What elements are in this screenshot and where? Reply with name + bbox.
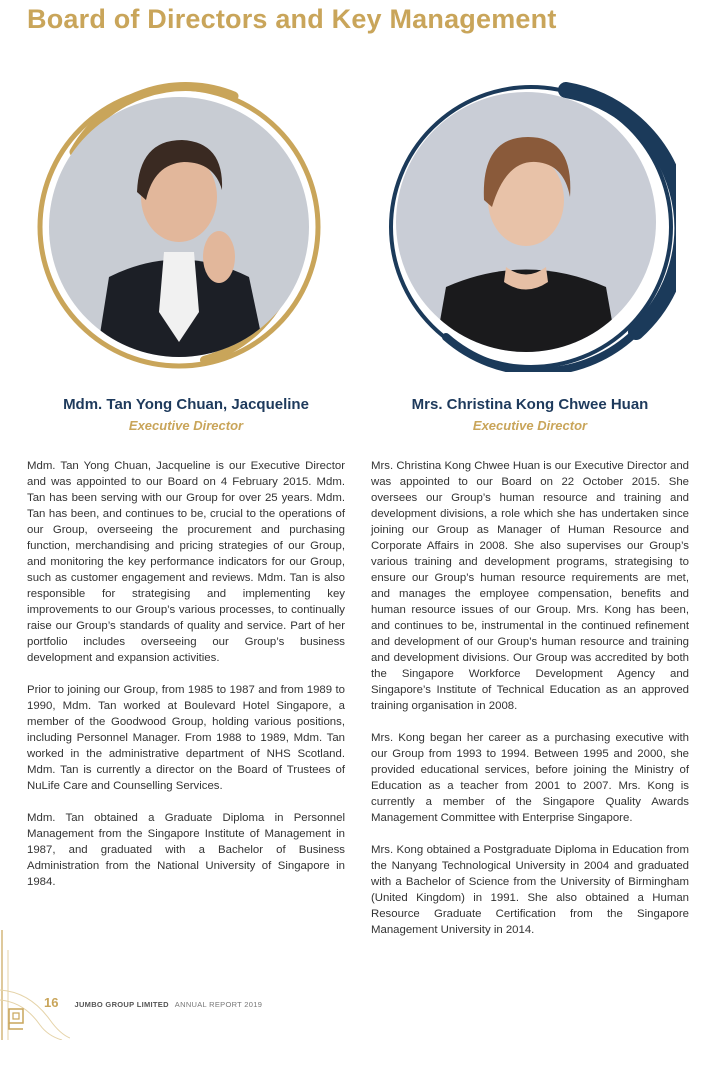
portrait-tan-yong-chuan — [34, 82, 324, 372]
page-title: Board of Directors and Key Management — [27, 4, 557, 34]
page-number: 16 — [44, 995, 59, 1010]
profile-name: Mrs. Christina Kong Chwee Huan — [411, 396, 649, 413]
profile-role: Executive Director — [128, 418, 244, 433]
corner-ornament-icon — [0, 930, 70, 1040]
bio-paragraph: Mdm. Tan Yong Chuan, Jacqueline is our Executive Director and was appointed to our Board on 4 February 2015. Mdm. Tan has been serving with our Group for over 25 years. Mdm. Tan has been, and continues to be, crucial to the operations of our Group, overseeing the procurement and purchasing function, merchandising and pricing strategies of our Group, and monitoring the key performance indicators for our Group, such as customer engagement and reviews. Mdm. Tan is also responsible for strategising and implementing key improvements to our Group’s various processes, to continually raise our Group’s standards of quality and service. Part of her portfolio includes overseeing our Group’s business development and expansion activities. — [27, 460, 345, 664]
bio-tan-yong-chuan — [27, 458, 345, 906]
bio-christina-kong — [371, 458, 689, 954]
bio-paragraph: Mrs. Kong began her career as a purchasing executive with our Group from 1993 to 1994. Between 1995 and 2000, she provided educational services, before joining the Ministry of Education as a teacher from 2001 to 2007. Mrs. Kong is currently a member of the Singapore Quality Awards Management Committee with Enterprise Singapore. — [371, 732, 689, 824]
profile-name: Mdm. Tan Yong Chuan, Jacqueline — [63, 396, 309, 413]
bio-paragraph: Mrs. Christina Kong Chwee Huan is our Executive Director and was appointed to our Board on 22 October 2015. She oversees our Group’s human resource and training and development divisions, a role which she has undertaken since joining our Group as Manager of Human Resource and Corporate Affairs in 2008. She also supervises our Group’s various training and development programs, strategising to ensure our Group’s human resource requirements are met, and manages the employee compensation, benefits and human resource issues of our Group. Mrs. Kong has been, and continues to be, instrumental in the continued refinement and development of our Group’s human resource and training and development divisions. Our Group was accredited by both the Singapore Workforce Development Agency and Singapore’s Institute of Technical Education as an approved training organisation in 2008. — [371, 460, 689, 712]
bio-paragraph: Mdm. Tan obtained a Graduate Diploma in Personnel Management from the Singapore Institute of Management in 1987, and graduated with a Bachelor of Business Administration from the National University of Singapore in 1984. — [27, 812, 345, 888]
profile-role: Executive Director — [472, 418, 588, 433]
bio-paragraph: Prior to joining our Group, from 1985 to 1987 and from 1989 to 1990, Mdm. Tan worked at Boulevard Hotel Singapore, a member of the Goodwood Group, holding various positions, including Personnel Manager. From 1988 to 1989, Mdm. Tan worked in the administrative department of NHS Scotland. Mdm. Tan is currently a director on the Board of Trustees of NuLife Care and Counselling Services. — [27, 684, 345, 792]
report-label: ANNUAL REPORT 2019 — [174, 1000, 263, 1009]
bio-paragraph: Mrs. Kong obtained a Postgraduate Diploma in Education from the Nanyang Technological University in 2004 and graduated with a Bachelor of Science from the University of Birmingham (United Kingdom) in 1991. She also obtained a Human Resource Graduate Certification from the Singapore Management University in 2014. — [371, 844, 689, 936]
page-footer — [44, 995, 262, 1010]
portrait-christina-kong — [386, 82, 676, 372]
company-name: JUMBO GROUP LIMITED — [74, 1000, 169, 1009]
